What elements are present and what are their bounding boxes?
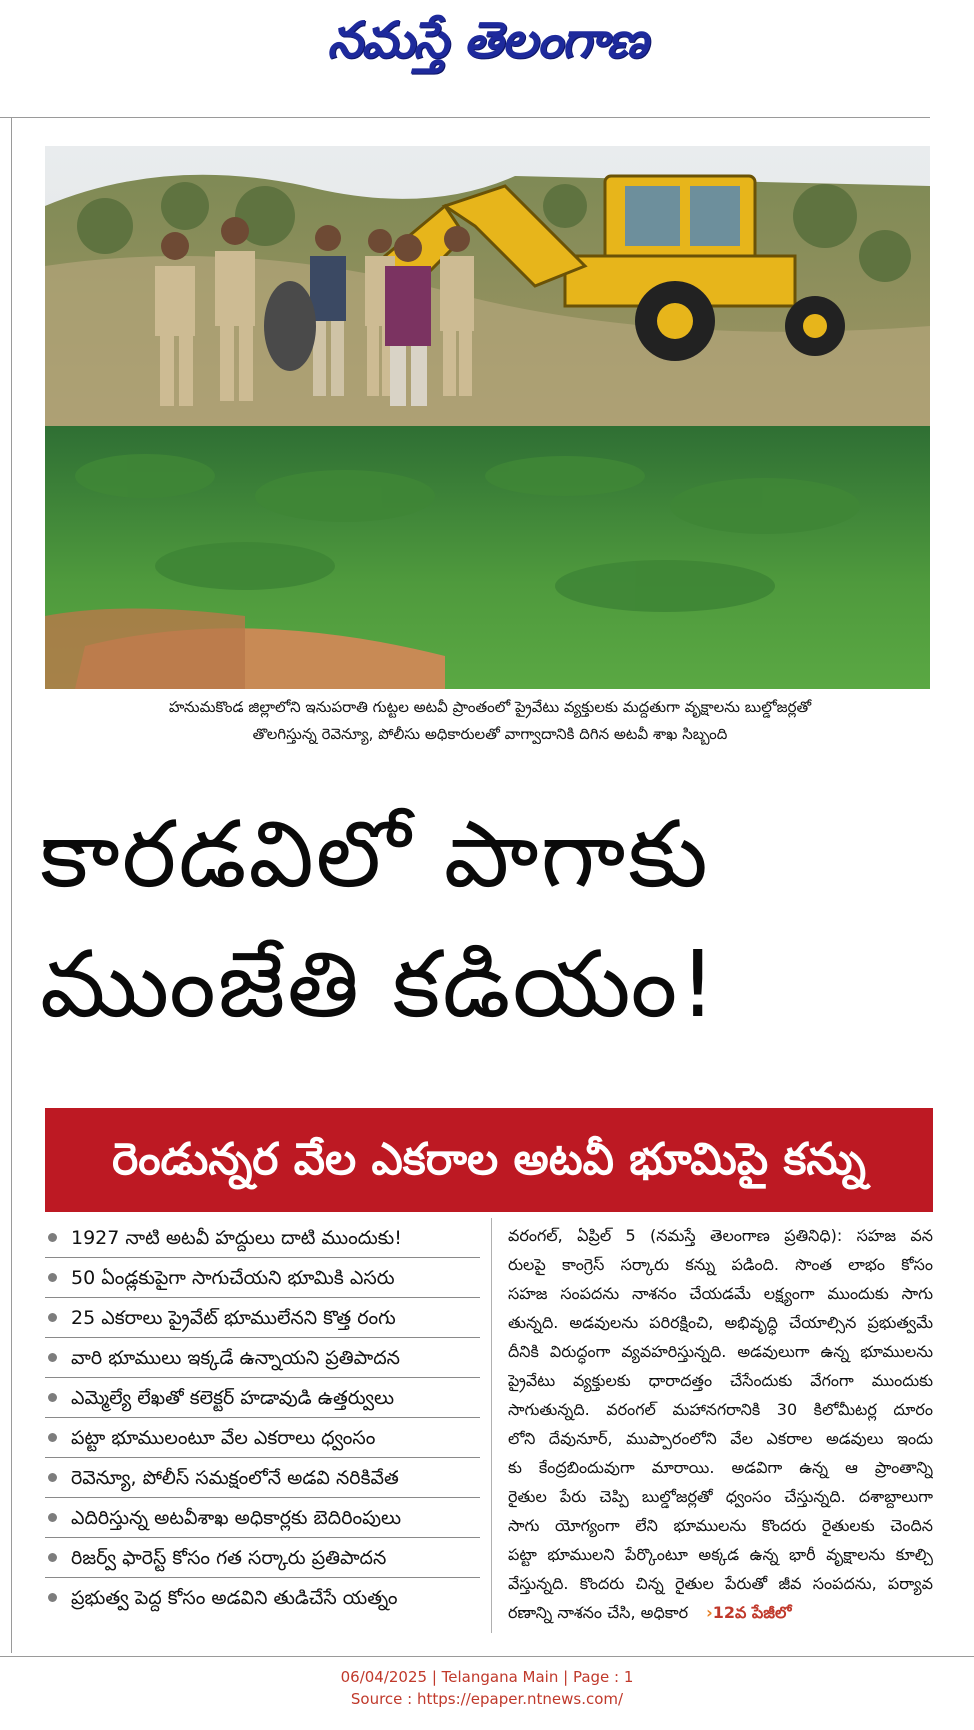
highlight-item (45, 1418, 480, 1458)
bullet-dot-icon (48, 1513, 57, 1522)
subheadline-band: రెండున్నర వేల ఎకరాల అటవీ భూమిపై కన్ను (45, 1108, 933, 1212)
bullet-dot-icon (48, 1313, 57, 1322)
highlight-text: పట్టా భూములంటూ వేల ఎకరాలు ధ్వంసం (71, 1426, 376, 1449)
article-last-text: రణాన్ని నాశనం చేసి, అధికార (508, 1603, 689, 1622)
highlight-text: 25 ఎకరాలు ప్రైవేట్ భూములేనని కొత్త రంగు (71, 1306, 396, 1329)
article-line: కు కేంద్రబిందువుగా మారాయి. అడవిగా ఉన్న ఆ ప్రాంతాన్ని (508, 1458, 933, 1477)
headline-line-1: కారడవిలో పాగాకు (40, 801, 710, 908)
highlight-item (45, 1338, 480, 1378)
highlight-item (45, 1578, 480, 1617)
highlight-item (45, 1218, 480, 1258)
bullet-dot-icon (48, 1433, 57, 1442)
article-line: సాగు యోగ్యంగా లేని భూములను కొందరు రైతులకు చెందిన (508, 1516, 933, 1535)
bullet-dot-icon (48, 1553, 57, 1562)
highlight-text: రెవెన్యూ, పోలీస్ సమక్షంలోనే అడవి నరికివేత (71, 1466, 399, 1489)
footer-divider (0, 1656, 974, 1657)
article-last-line (508, 1598, 933, 1627)
photo-illustration (45, 146, 930, 689)
highlight-text: ఎమ్మెల్యే లేఖతో కలెక్టర్ హడావుడి ఉత్తర్వులు (71, 1386, 395, 1409)
masthead-divider (0, 117, 930, 118)
highlight-text: రిజర్వ్ ఫారెస్ట్ కోసం గత సర్కారు ప్రతిపాదన (71, 1546, 387, 1569)
article-body (508, 1221, 933, 1627)
column-divider (491, 1218, 492, 1633)
footer-source: Source : https://epaper.ntnews.com/ (350, 1690, 624, 1708)
highlight-item (45, 1538, 480, 1578)
highlight-text: వారి భూములు ఇక్కడే ఉన్నాయని ప్రతిపాదన (71, 1346, 400, 1369)
page-footer (0, 1666, 974, 1710)
highlight-item (45, 1378, 480, 1418)
article-line: తున్నది. అడవులను పరిరక్షించి, అభివృద్ధి చేయాల్సిన ప్రభుత్వమే (508, 1313, 933, 1332)
highlight-item (45, 1498, 480, 1538)
highlight-text: 50 ఏండ్లకుపైగా సాగుచేయని భూమికి ఎసరు (71, 1266, 395, 1289)
bullet-dot-icon (48, 1353, 57, 1362)
article-line: సాగుతున్నది. వరంగల్ మహానగరానికి 30 కిలోమీటర్ల దూరం (508, 1400, 933, 1419)
masthead-logo: నమస్తే తెలంగాణ (327, 11, 647, 69)
article-line: వేస్తున్నది. కొందరు చిన్న రైతుల పేరుతో జీవ సంపదను, పర్యావ (508, 1574, 933, 1593)
bullet-dot-icon (48, 1273, 57, 1282)
chevron-right-icon: › (706, 1603, 713, 1622)
highlight-text: ఎదిరిస్తున్న అటవీశాఖ అధికార్లకు బెదిరింపులు (71, 1506, 402, 1529)
article-line: లోని దేవునూర్, ముప్పారంలోని వేల ఎకరాల అడవులు ఇందు (508, 1429, 933, 1448)
left-margin-rule (11, 118, 12, 1653)
article-line: సహజ సంపదను నాశనం చేయడమే లక్ష్యంగా ముందుకు సాగు (508, 1284, 933, 1303)
highlight-item (45, 1458, 480, 1498)
photo-caption (80, 694, 900, 748)
highlight-item (45, 1258, 480, 1298)
highlight-text: ప్రభుత్వ పెద్ద కోసం అడవిని తుడిచేసే యత్నం (71, 1586, 398, 1609)
headline (40, 790, 940, 1050)
article-line: దీనికి విరుద్ధంగా వ్యవహరిస్తున్నది. అడవులుగా ఉన్న భూములను (508, 1342, 933, 1361)
article-line: ప్రైవేటు వ్యక్తులకు ధారాదత్తం చేసేందుకు వేగంగా ముందుకు (508, 1371, 933, 1390)
bullet-dot-icon (48, 1473, 57, 1482)
caption-line-2: తొలగిస్తున్న రెవెన్యూ, పోలీసు అధికారులతో వాగ్వాదానికి దిగిన అటవీ శాఖ సిబ్బంది (252, 725, 728, 743)
article-line: రులపై కాంగ్రెస్ సర్కారు కన్ను పడింది. సొంత లాభం కోసం (508, 1255, 933, 1274)
article-line: పట్టా భూములని పేర్కొంటూ అక్కడ ఉన్న భారీ వృక్షాలను కూల్చి (508, 1545, 933, 1564)
bullet-dot-icon (48, 1593, 57, 1602)
footer-edition-info: 06/04/2025 | Telangana Main | Page : 1 (340, 1668, 634, 1686)
continued-label: 12వ పేజీలో (712, 1603, 792, 1622)
news-photo (45, 146, 930, 689)
bullet-dot-icon (48, 1233, 57, 1242)
headline-line-2: ముంజేతి కడియం! (40, 931, 719, 1038)
caption-line-1: హనుమకొండ జిల్లాలోని ఇనుపరాతి గుట్టల అటవీ ప్రాంతంలో ప్రైవేటు వ్యక్తులకు మద్దతుగా వృక్షాలను బుల్డోజర్లతో (168, 698, 812, 716)
article-line: వరంగల్, ఏప్రిల్ 5 (నమస్తే తెలంగాణ ప్రతినిధి): సహజ వన (508, 1226, 933, 1245)
highlights-list (45, 1218, 480, 1617)
highlight-item (45, 1298, 480, 1338)
bullet-dot-icon (48, 1393, 57, 1402)
article-line: రైతుల పేరు చెప్పి బుల్డోజర్లతో ధ్వంసం చేస్తున్నది. దశాబ్దాలుగా (508, 1487, 933, 1506)
highlight-text: 1927 నాటి అటవీ హద్దులు దాటి ముందుకు! (71, 1226, 402, 1249)
continued-link[interactable] (706, 1603, 791, 1622)
